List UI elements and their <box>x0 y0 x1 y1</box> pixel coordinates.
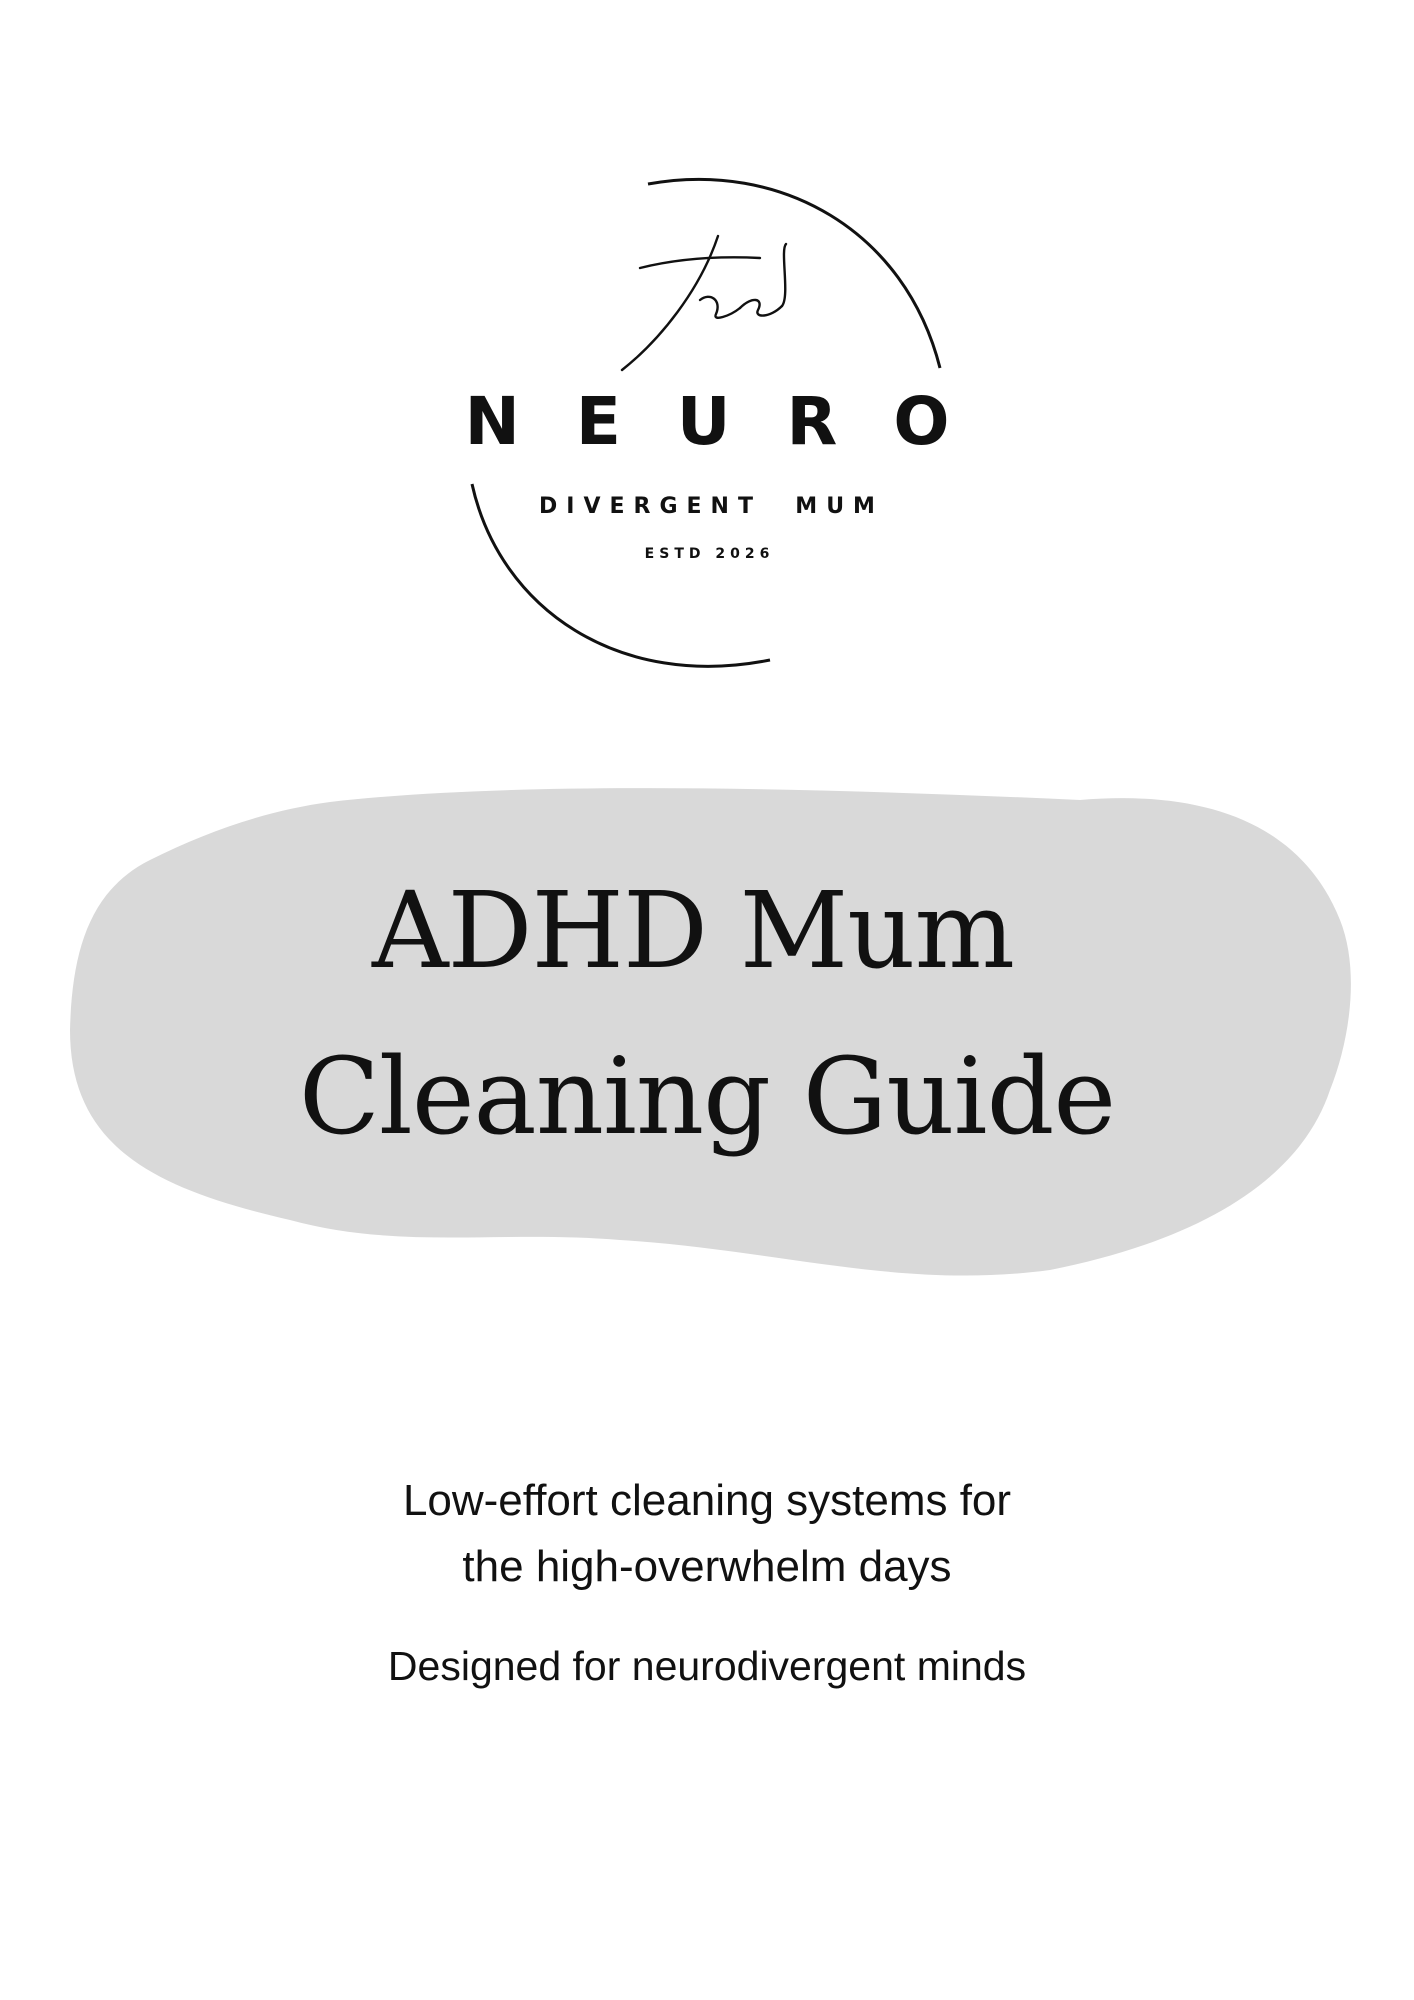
title-line-2: Cleaning Guide <box>298 1035 1116 1158</box>
title-line-1: ADHD Mum <box>372 869 1014 992</box>
subtitle-line-2: the high-overwhelm days <box>462 1542 952 1591</box>
logo-script-mark <box>622 236 786 370</box>
logo-arc-upper <box>648 179 940 368</box>
logo-brand-subline: DIVERGENT MUM <box>539 494 884 519</box>
subtitle-line-1: Low-effort cleaning systems for <box>402 1476 1012 1525</box>
tagline: Designed for neurodivergent minds <box>387 1643 1027 1689</box>
logo-brand-word: NEURO <box>464 383 1006 460</box>
brand-logo <box>0 0 1414 700</box>
logo-circle-graphic <box>0 0 1414 700</box>
logo-established: ESTD 2026 <box>644 546 775 562</box>
